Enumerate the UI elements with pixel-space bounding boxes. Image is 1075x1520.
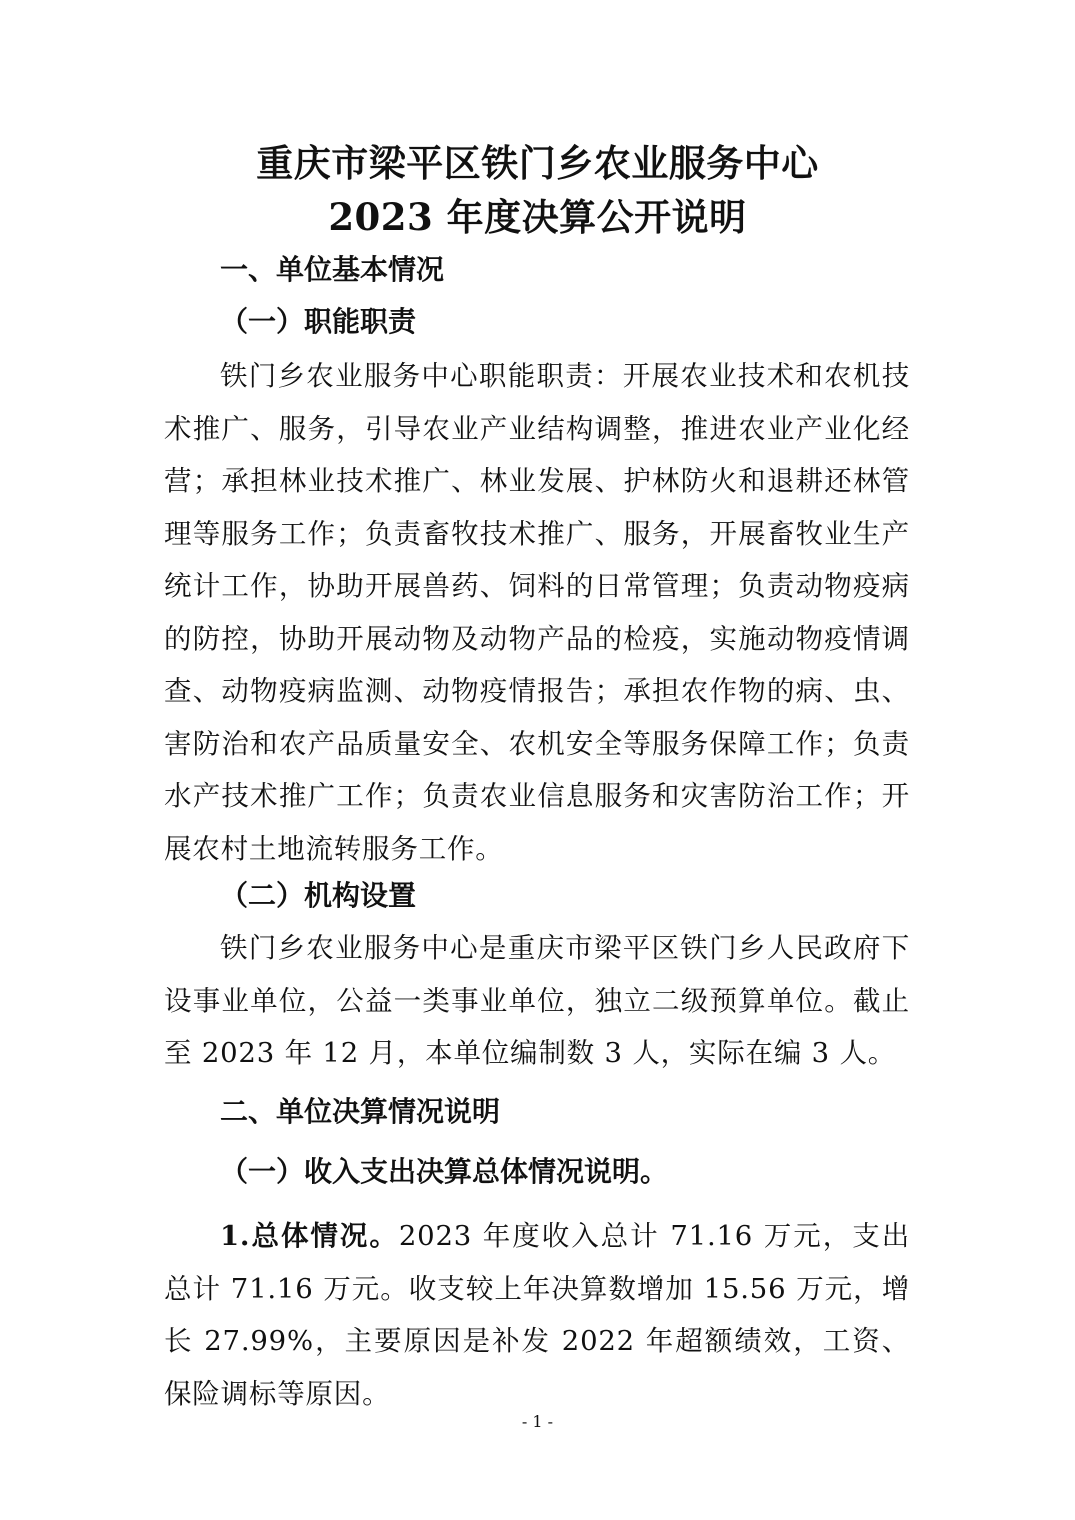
section1-sub2-heading: （二）机构设置 (220, 879, 417, 912)
overall-paragraph (164, 1210, 910, 1420)
section2-sub1-heading: （一）收入支出决算总体情况说明。 (220, 1155, 669, 1188)
section1-heading: 一、单位基本情况 (220, 253, 445, 286)
section2-heading: 二、单位决算情况说明 (220, 1095, 501, 1128)
document-title-line2: 2023 年度决算公开说明 (328, 195, 747, 239)
document-title-line1: 重庆市梁平区铁门乡农业服务中心 (256, 141, 819, 185)
organization-paragraph: 铁门乡农业服务中心是重庆市梁平区铁门乡人民政府下设事业单位，公益一类事业单位，独立二级预算单位。截止至 2023 年 12 月，本单位编制数 3 人，实际在编 3 人。 (164, 932, 910, 1069)
section1-sub1-heading: （一）职能职责 (220, 305, 417, 338)
page-number: - 1 - (521, 1412, 554, 1431)
overall-text: 2023 年度收入总计 71.16 万元，支出总计 71.16 万元。收支较上年决算数增加 15.56 万元，增长 27.99%，主要原因是补发 2022 年超额绩效，工资、保险调标等原因。 (164, 1220, 910, 1410)
duties-paragraph: 铁门乡农业服务中心职能职责：开展农业技术和农机技术推广、服务，引导农业产业结构调整，推进农业产业化经营；承担林业技术推广、林业发展、护林防火和退耕还林管理等服务工作；负责畜牧技术推广、服务，开展畜牧业生产统计工作，协助开展兽药、饲料的日常管理；负责动物疫病的防控，协助开展动物及动物产品的检疫，实施动物疫情调查、动物疫病监测、动物疫情报告；承担农作物的病、虫、害防治和农产品质量安全、农机安全等服务保障工作；负责水产技术推广工作；负责农业信息服务和灾害防治工作；开展农村土地流转服务工作。 (164, 360, 910, 865)
overall-lead: 1.总体情况。 (220, 1220, 399, 1252)
